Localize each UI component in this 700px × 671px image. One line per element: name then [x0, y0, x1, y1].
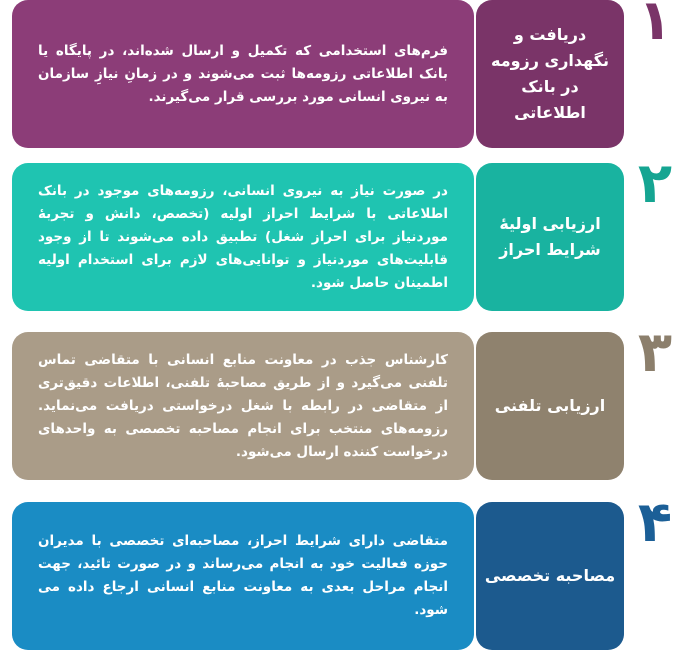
step-4	[12, 490, 700, 650]
step-3	[12, 320, 700, 480]
step-2	[12, 151, 700, 311]
step-3-text-box	[12, 332, 474, 480]
step-2-title: ارزیابی اولیهٔ شرایط احراز	[499, 214, 601, 259]
step-1	[12, 0, 700, 148]
step-1-text-box	[12, 0, 474, 148]
step-3-description: کارشناس جذب در معاونت منابع انسانی با متقاضی تماس تلفنی می‌گیرد و از طریق مصاحبهٔ تلفنی، اطلاعات دقیق‌تری از متقاضی در رابطه با شغل درخواستی دریافت می‌نماید. رزومه‌های منتخب برای انجام مصاحبه تخصصی به واحدهای درخواست کننده ارسال می‌شود.	[38, 351, 448, 460]
step-4-description: متقاضی دارای شرایط احراز، مصاحبه‌ای تخصصی با مدیران حوزه فعالیت خود به انجام می‌رساند و در صورت تائید، جهت انجام مراحل بعدی به معاونت منابع انسانی ارجاع داده می شود.	[38, 533, 448, 618]
step-1-description: فرم‌های استخدامی که تکمیل و ارسال شده‌اند، در پایگاه یا بانک اطلاعاتی رزومه‌ها ثبت می‌شوند و در زمانِ نیازِ سازمان به نیروی انسانی مورد بررسی قرار می‌گیرند.	[38, 42, 448, 105]
step-4-number: ۴	[637, 490, 673, 555]
step-1-number: ۱	[637, 0, 673, 53]
step-2-title-box	[476, 163, 624, 311]
step-4-title-box	[476, 502, 624, 650]
step-1-title-box	[476, 0, 624, 148]
step-3-number: ۳	[637, 320, 673, 385]
step-3-title-box	[476, 332, 624, 480]
step-2-number: ۲	[637, 151, 673, 216]
step-2-text-box	[12, 163, 474, 311]
step-4-title: مصاحبه تخصصی	[484, 566, 616, 585]
step-3-title: ارزیابی تلفنی	[494, 396, 606, 415]
step-1-title: دریافت و نگهداری رزومه در بانک اطلاعاتی	[490, 25, 610, 122]
step-2-description: در صورت نیاز به نیروی انسانی، رزومه‌های موجود در بانک اطلاعاتی با شرایط احراز اولیه (تخصص، دانش و تجربهٔ موردنیاز برای احراز شغل) تطبیق داده می‌شوند تا از وجود قابلیت‌های موردنیاز و توانایی‌های لازم برای استخدام اولیه اطمینان حاصل شود.	[38, 182, 448, 291]
step-4-text-box	[12, 502, 474, 650]
